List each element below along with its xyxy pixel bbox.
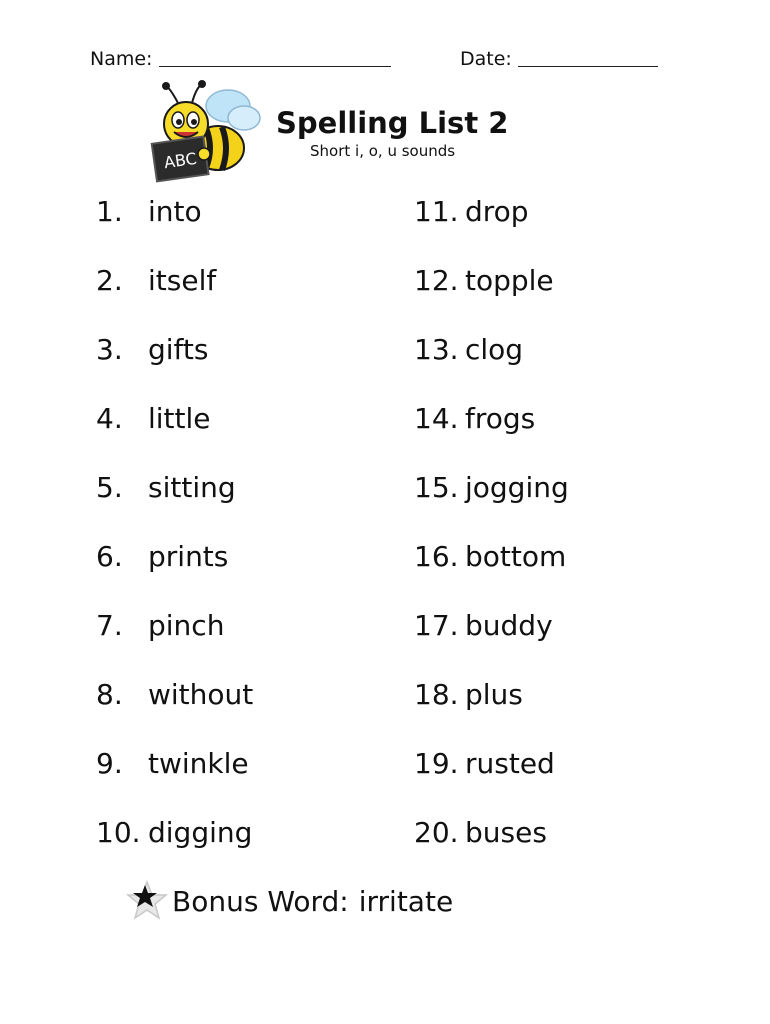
word-text: buddy xyxy=(465,609,553,642)
list-item xyxy=(96,675,253,715)
word-number: 11. xyxy=(414,195,459,228)
bee-logo-icon xyxy=(140,78,268,190)
logo-text: ABC xyxy=(162,148,198,173)
star-icon xyxy=(126,880,168,922)
name-line xyxy=(90,48,391,70)
bonus-word-text: irritate xyxy=(358,884,454,918)
list-item xyxy=(414,399,535,439)
word-number: 10. xyxy=(96,816,141,849)
word-text: prints xyxy=(148,540,229,573)
list-item xyxy=(96,399,211,439)
page-subtitle: Short i, o, u sounds xyxy=(310,142,456,160)
word-text: sitting xyxy=(148,471,236,504)
word-number: 20. xyxy=(414,816,459,849)
word-number: 12. xyxy=(414,264,459,297)
word-text: without xyxy=(148,678,254,711)
word-text: bottom xyxy=(465,540,567,573)
word-text: jogging xyxy=(465,471,569,504)
word-number: 14. xyxy=(414,402,459,435)
list-item xyxy=(96,813,252,853)
list-item xyxy=(96,330,208,370)
list-item xyxy=(414,468,569,508)
word-text: twinkle xyxy=(148,747,249,780)
word-text: gifts xyxy=(148,333,209,366)
list-item xyxy=(96,468,236,508)
word-text: buses xyxy=(465,816,547,849)
list-item xyxy=(96,606,224,646)
word-text: pinch xyxy=(148,609,225,642)
list-item xyxy=(414,813,547,853)
list-item xyxy=(96,261,216,301)
date-field[interactable] xyxy=(518,66,658,67)
word-text: itself xyxy=(148,264,217,297)
word-number: 3. xyxy=(96,333,123,366)
word-number: 13. xyxy=(414,333,459,366)
word-number: 1. xyxy=(96,195,123,228)
list-item xyxy=(414,330,523,370)
list-item xyxy=(96,744,249,784)
date-line xyxy=(460,48,658,70)
list-item xyxy=(414,606,553,646)
word-number: 2. xyxy=(96,264,123,297)
word-number: 8. xyxy=(96,678,123,711)
list-item xyxy=(414,261,554,301)
word-number: 9. xyxy=(96,747,123,780)
name-label: Name: xyxy=(90,48,153,70)
list-item xyxy=(96,192,202,232)
word-text: drop xyxy=(465,195,529,228)
word-number: 16. xyxy=(414,540,459,573)
word-text: rusted xyxy=(465,747,555,780)
word-number: 6. xyxy=(96,540,123,573)
word-text: plus xyxy=(465,678,523,711)
word-number: 5. xyxy=(96,471,123,504)
word-text: topple xyxy=(465,264,554,297)
word-text: frogs xyxy=(465,402,536,435)
word-number: 17. xyxy=(414,609,459,642)
list-item xyxy=(414,192,529,232)
name-field[interactable] xyxy=(159,66,391,67)
word-text: little xyxy=(148,402,211,435)
word-number: 7. xyxy=(96,609,123,642)
word-number: 18. xyxy=(414,678,459,711)
list-item xyxy=(414,537,566,577)
word-number: 19. xyxy=(414,747,459,780)
word-text: digging xyxy=(148,816,253,849)
word-number: 4. xyxy=(96,402,123,435)
word-text: into xyxy=(148,195,202,228)
bonus-label: Bonus Word: xyxy=(172,884,349,918)
list-item xyxy=(96,537,228,577)
date-label: Date: xyxy=(460,48,512,70)
page-title: Spelling List 2 xyxy=(276,106,509,140)
bonus-word xyxy=(126,878,453,924)
list-item xyxy=(414,675,523,715)
word-text: clog xyxy=(465,333,524,366)
list-item xyxy=(414,744,555,784)
word-number: 15. xyxy=(414,471,459,504)
